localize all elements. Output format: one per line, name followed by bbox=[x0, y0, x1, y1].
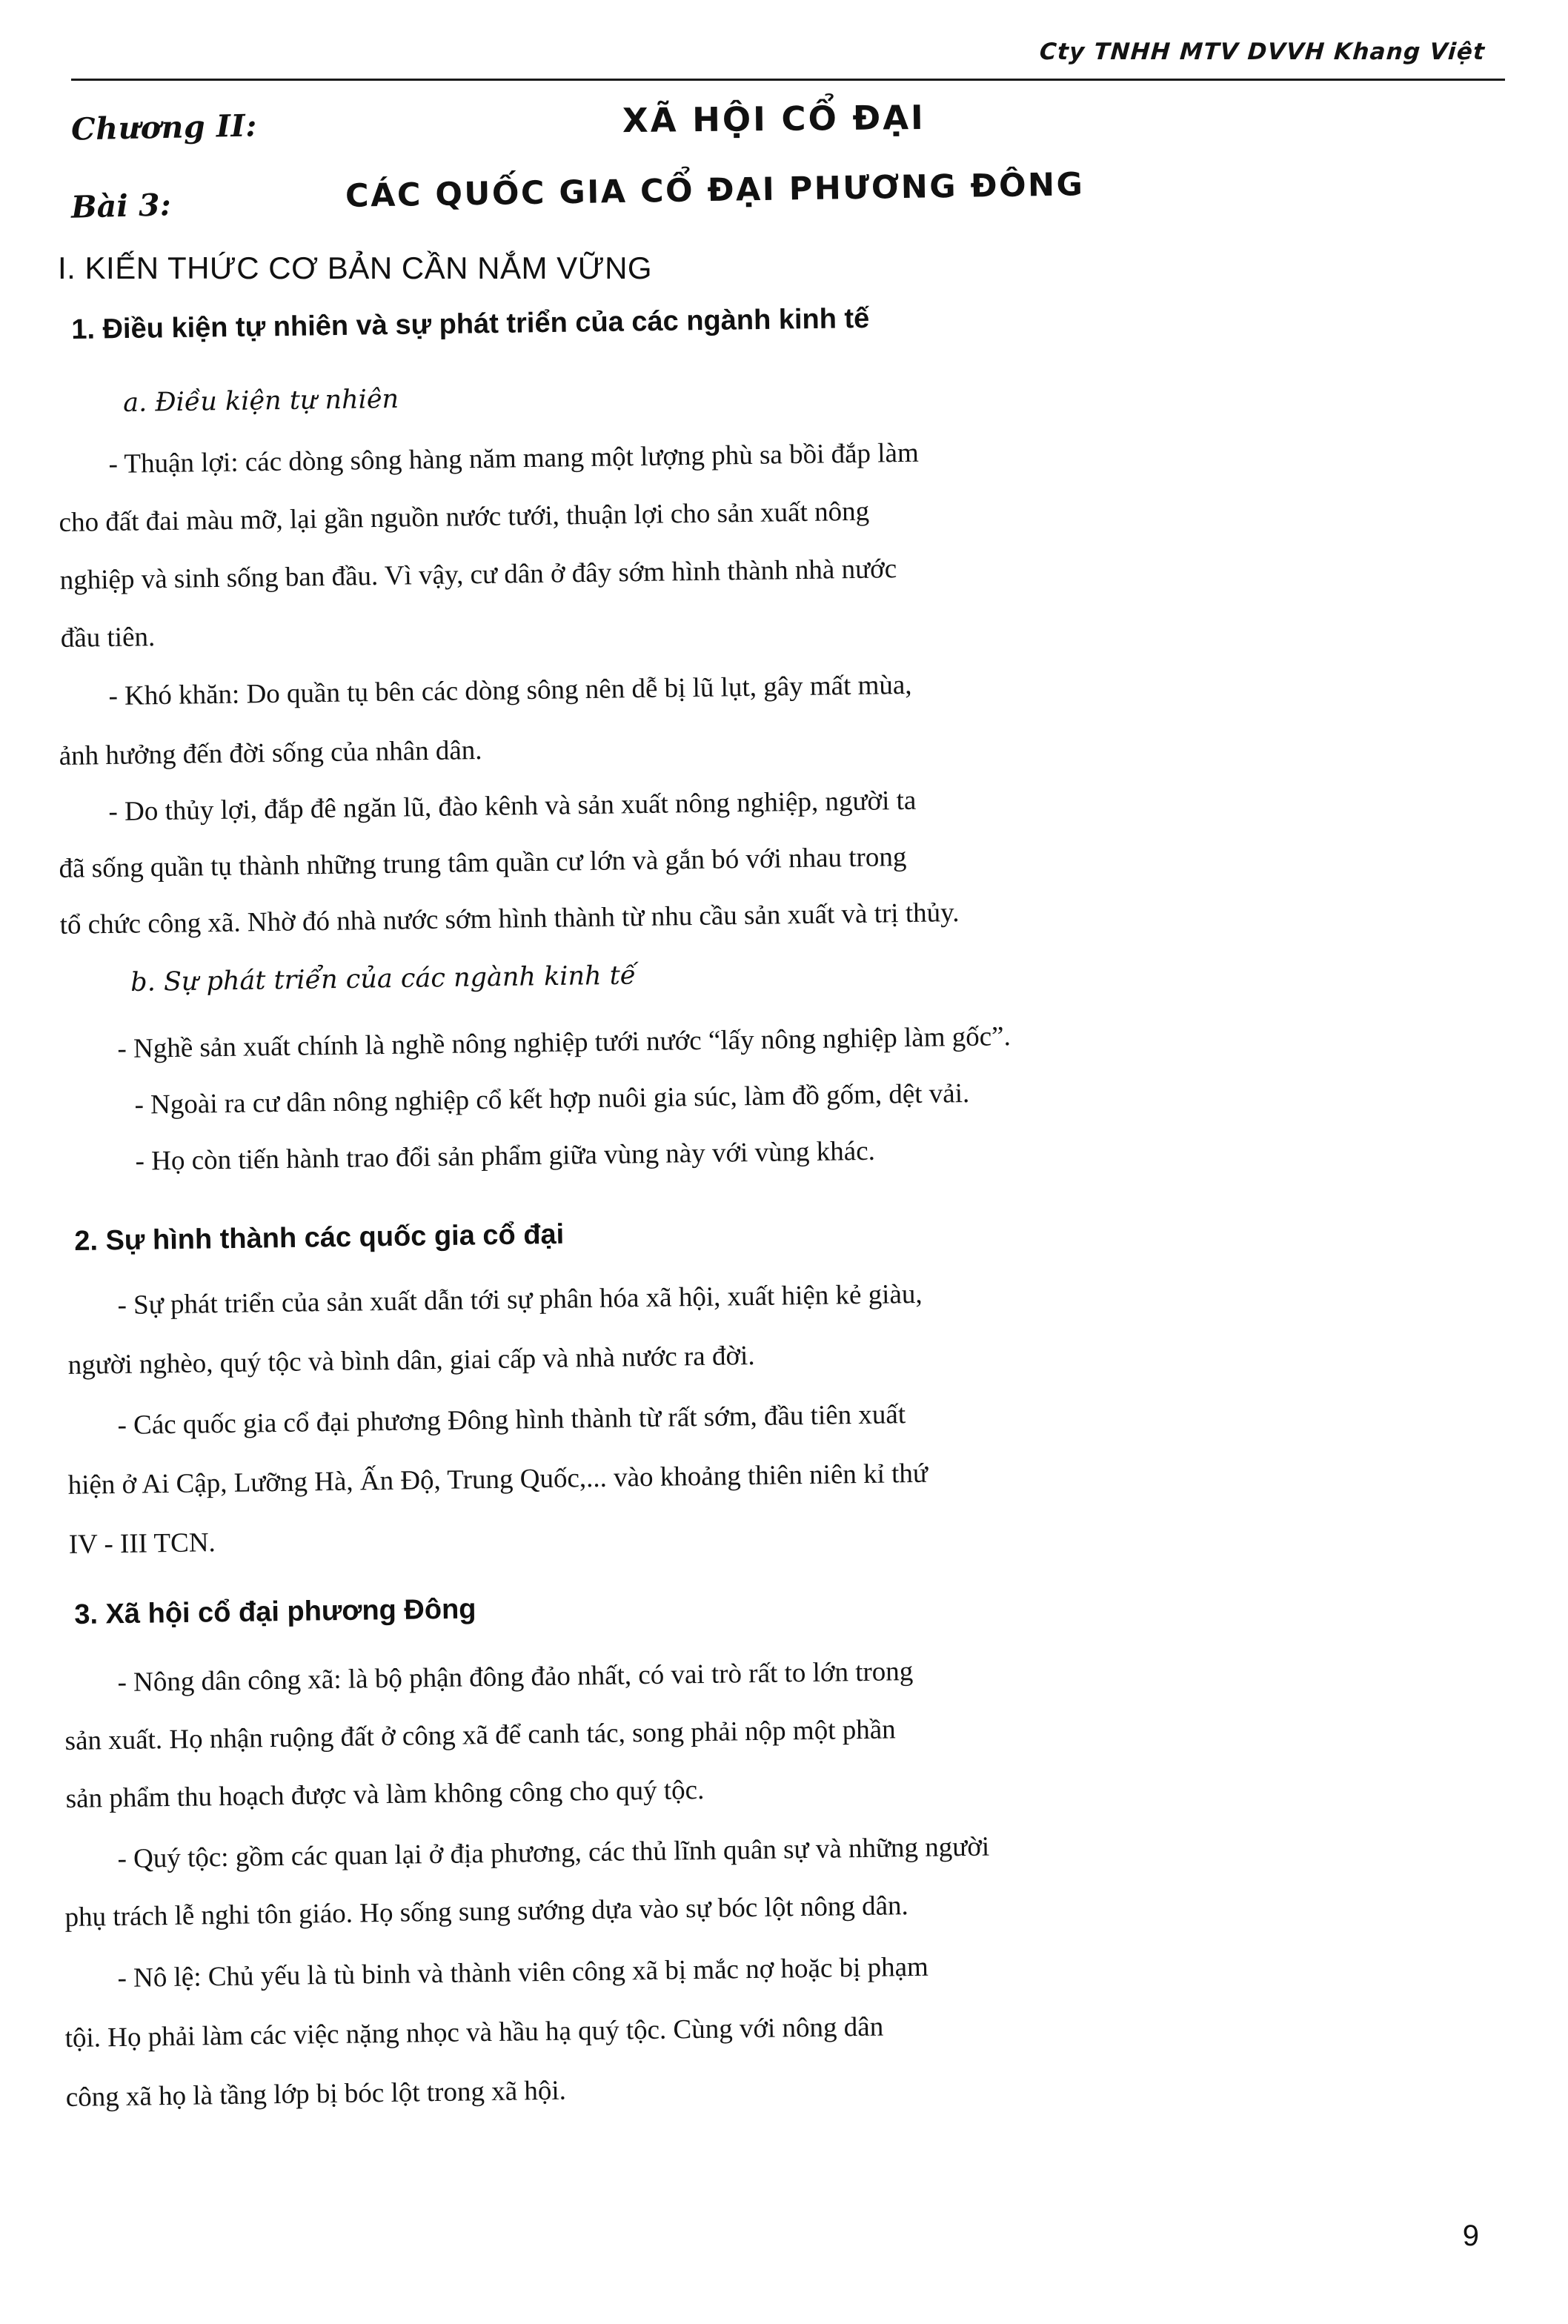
paragraph-hinh-thanh-1: - Sự phát triển của sản xuất dẫn tới sự phân hóa xã hội, xuất hiện kẻ giàu, người nghèo, quý tộc và bình dân, giai cấp và nhà nước ra đời. bbox=[67, 1278, 923, 1381]
paragraph-no-le: - Nô lệ: Chủ yếu là tù binh và thành viên công xã bị mắc nợ hoặc bị phạm tội. Họ phải làm các việc nặng nhọc và hầu hạ quý tộc. Cùng với nông dân công xã họ là tầng lớp bị bóc lột trong xã hội. bbox=[64, 1951, 929, 2113]
chapter-title: XÃ HỘI CỔ ĐẠI bbox=[622, 97, 926, 141]
chapter-label: Chương II: bbox=[70, 107, 258, 147]
subsection-heading-1b: b. Sự phát triển của các ngành kinh tế bbox=[130, 960, 637, 997]
paragraph-nong-dan: - Nông dân công xã: là bộ phận đông đảo nhất, có vai trò rất to lớn trong sản xuất. Họ nhận ruộng đất ở công xã để canh tác, song phải nộp một phần sản phẩm thu hoạch được và làm không công cho quý tộc. bbox=[64, 1656, 914, 1814]
paragraph-thuan-loi: - Thuận lợi: các dòng sông hàng năm mang một lượng phù sa bồi đắp làm cho đất đai màu mỡ, lại gần nguồn nước tưới, thuận lợi cho sản xuất nông nghiệp và sinh sống ban đầu. Vì vậy, cư dân ở đây sớm hình thành nhà nước đầu tiên. bbox=[59, 437, 920, 654]
section-heading-2: 2. Sự hình thành các quốc gia cổ đại bbox=[74, 1218, 565, 1257]
header-divider bbox=[71, 79, 1505, 81]
lesson-title: CÁC QUỐC GIA CỔ ĐẠI PHƯƠNG ĐÔNG bbox=[345, 166, 1085, 215]
section-heading-1: 1. Điều kiện tự nhiên và sự phát triển của các ngành kinh tế bbox=[71, 302, 870, 345]
section-heading-3: 3. Xã hội cổ đại phương Đông bbox=[74, 1593, 476, 1630]
lesson-label: Bài 3: bbox=[70, 187, 172, 225]
publisher-name: Cty TNHH MTV DVVH Khang Việt bbox=[1038, 39, 1486, 65]
section-heading-i: I. KIẾN THỨC CƠ BẢN CẦN NẮM VỮNG bbox=[58, 250, 653, 285]
paragraph-thuy-loi: - Do thủy lợi, đắp đê ngăn lũ, đào kênh và sản xuất nông nghiệp, người ta đã sống quần tụ thành những trung tâm quần cư lớn và gắn bó với nhau trong tổ chức công xã. Nhờ đó nhà nước sớm hình thành từ nhu cầu sản xuất và trị thủy. bbox=[59, 785, 960, 940]
subsection-heading-1a: a. Điều kiện tự nhiên bbox=[123, 384, 399, 418]
paragraph-hinh-thanh-2: - Các quốc gia cổ đại phương Đông hình thành từ rất sớm, đầu tiên xuất hiện ở Ai Cập, Lưỡng Hà, Ấn Độ, Trung Quốc,... vào khoảng thiên niên kỉ thứ IV - III TCN. bbox=[67, 1399, 928, 1560]
page-number: 9 bbox=[1462, 2220, 1479, 2252]
paragraph-kho-khan: - Khó khăn: Do quần tụ bên các dòng sông nên dễ bị lũ lụt, gây mất mùa, ảnh hưởng đến đời sống của nhân dân. bbox=[59, 669, 912, 771]
paragraph-quy-toc: - Quý tộc: gồm các quan lại ở địa phương, các thủ lĩnh quân sự và những người phụ trách lễ nghi tôn giáo. Họ sống sung sướng dựa vào sự bóc lột nông dân. bbox=[64, 1831, 990, 1933]
page-header bbox=[737, 39, 1485, 65]
paragraph-kinh-te: - Nghề sản xuất chính là nghề nông nghiệp tưới nước “lấy nông nghiệp làm gốc”. - Ngoài ra cư dân nông nghiệp cổ kết hợp nuôi gia súc, làm đồ gốm, dệt vải. - Họ còn tiến hành trao đổi sản phẩm giữa vùng này với vùng khác. bbox=[117, 1021, 1011, 1177]
